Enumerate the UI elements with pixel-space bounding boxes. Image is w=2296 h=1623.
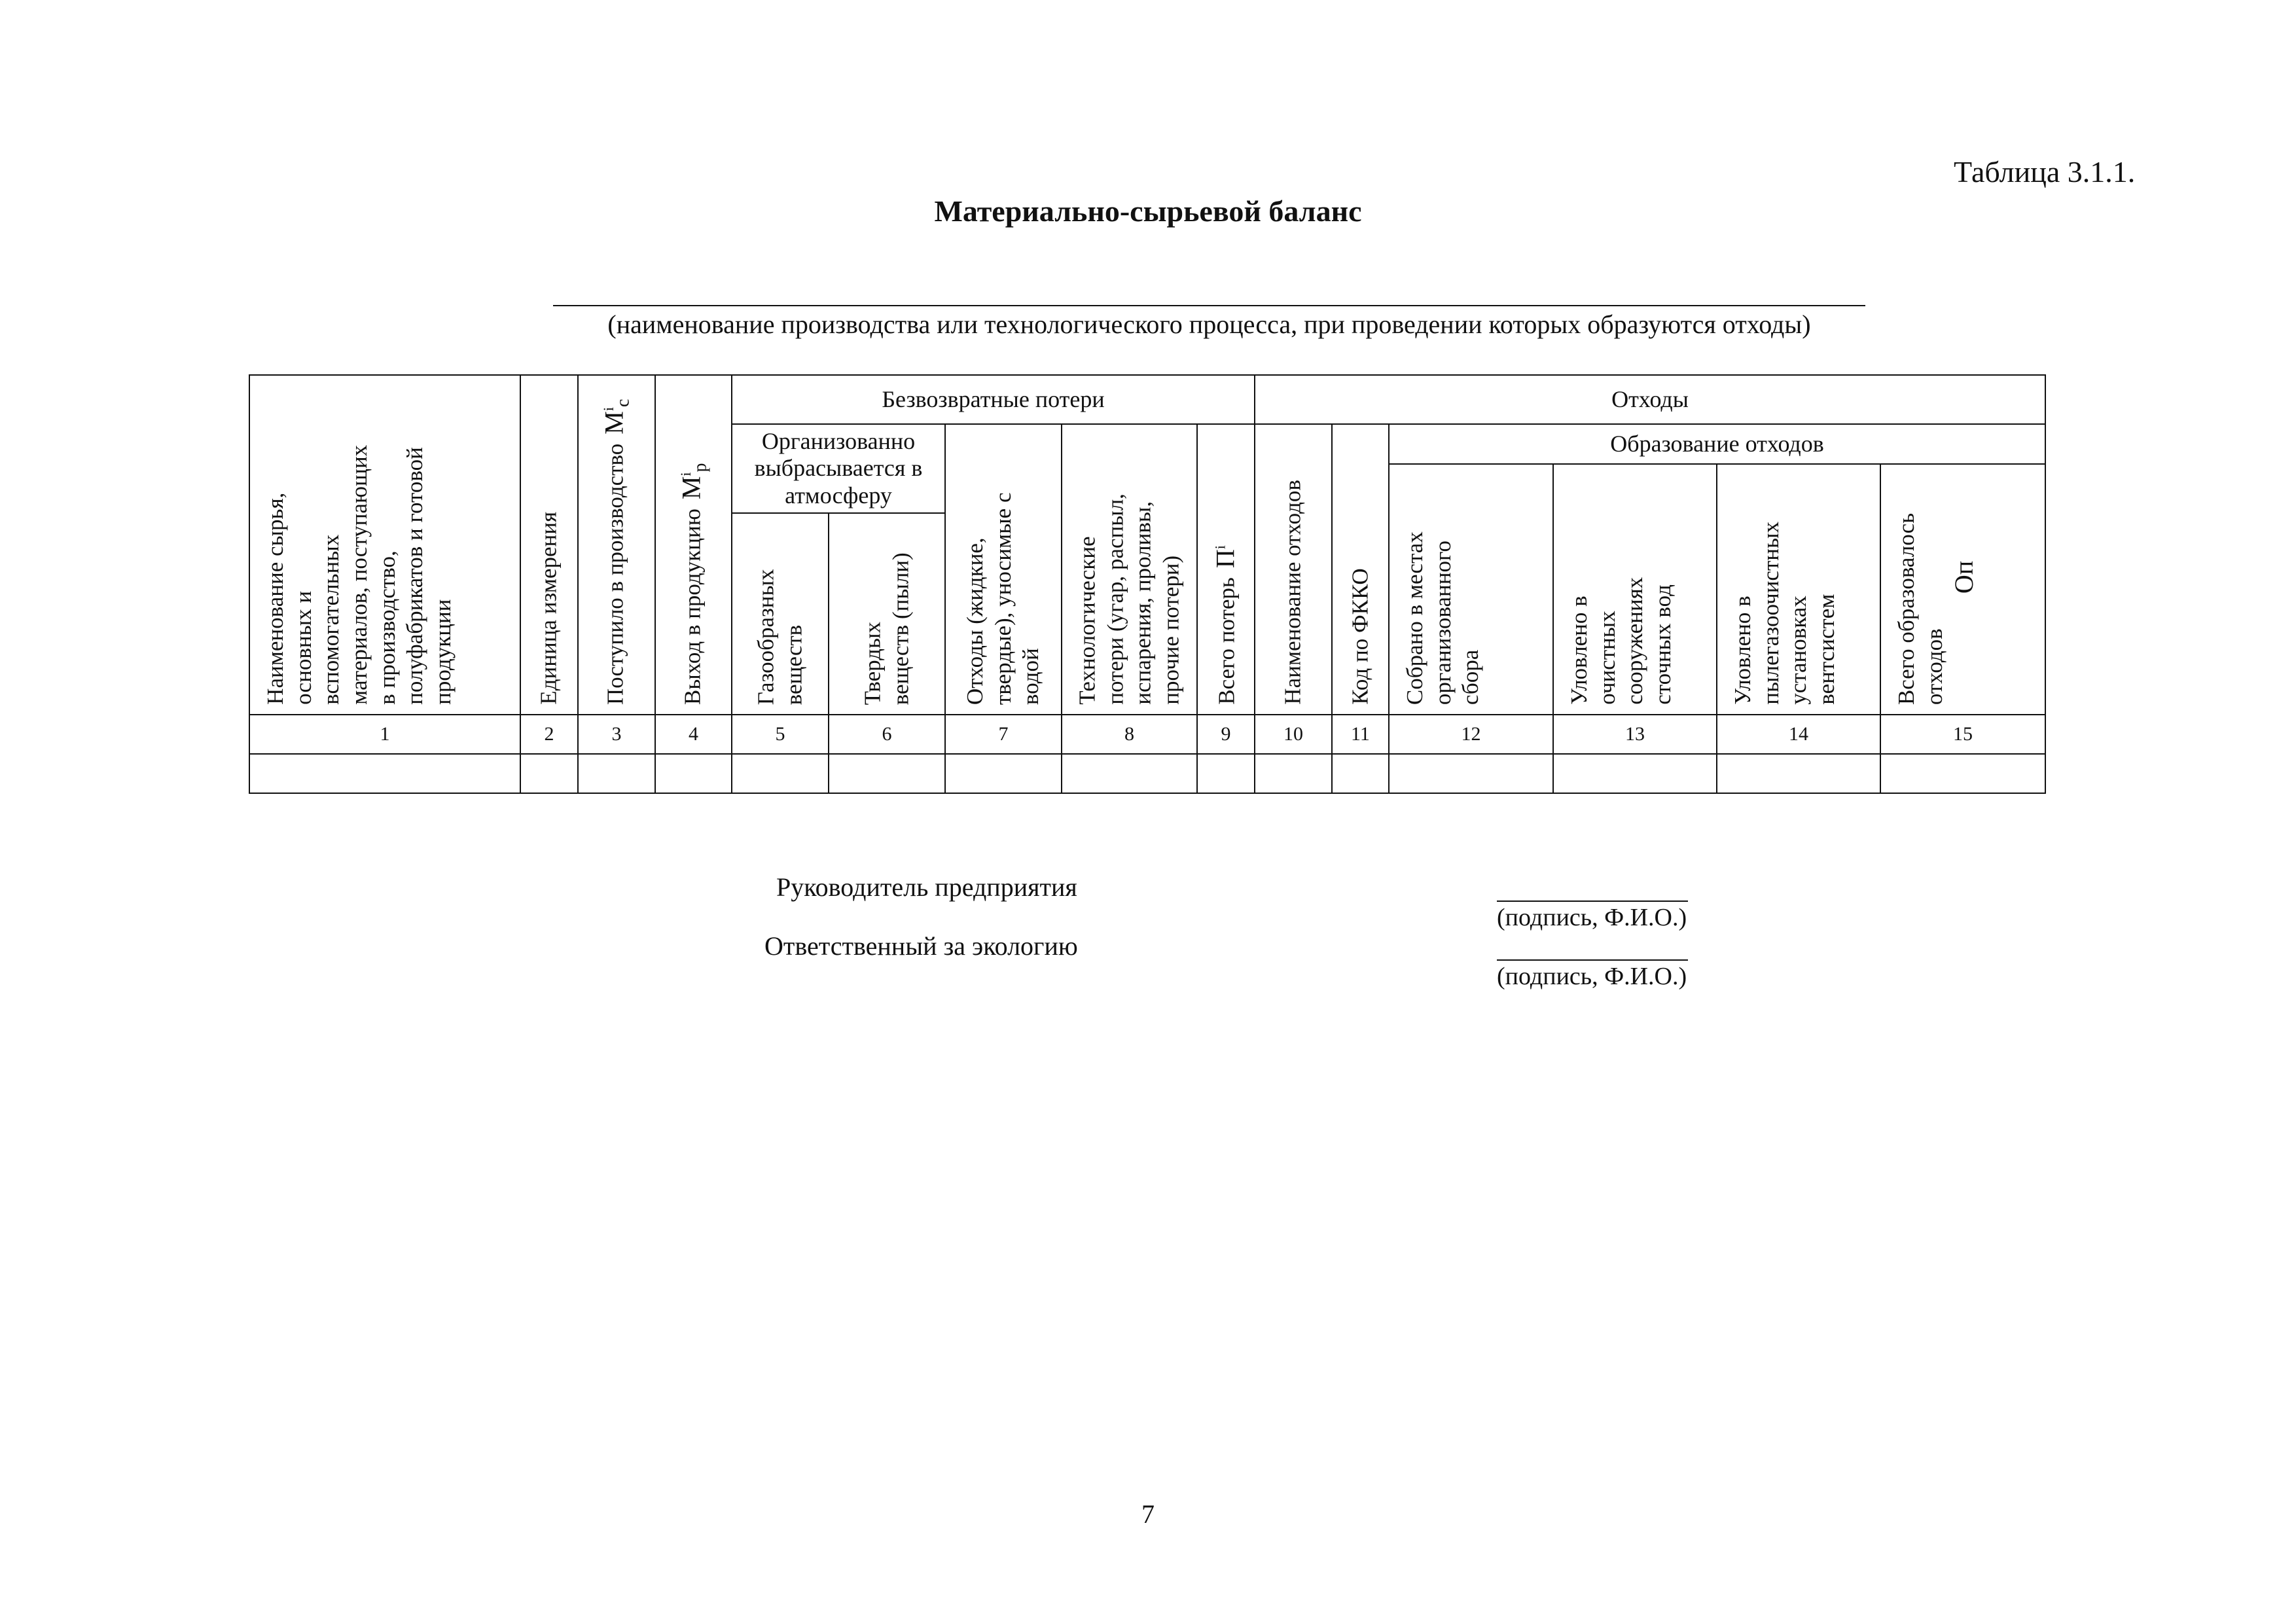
table-cell (1254, 753, 1333, 794)
col-number: 5 (731, 714, 829, 755)
header-line: организованного (1429, 540, 1456, 705)
header-line: очистных (1594, 611, 1620, 705)
table-cell (1716, 753, 1881, 794)
header-line: потери (угар, распыл, (1102, 493, 1128, 705)
header-line: Всего образовалось (1893, 512, 1919, 705)
process-name-blank-line (553, 305, 1865, 306)
manager-label: Руководитель предприятия (776, 872, 1077, 902)
symbol-p: $П^i$ (1210, 545, 1240, 569)
group-organized-emission: Организованно выбрасывается в атмосферу (731, 423, 946, 514)
header-line: веществ (пыли) (888, 552, 913, 705)
col-header-2 (520, 374, 579, 715)
header-line: продукции (430, 599, 456, 705)
manager-signature-caption: (подпись, Ф.И.О.) (1497, 904, 1687, 931)
col-number: 11 (1331, 714, 1390, 755)
group-waste: Отходы (1254, 374, 2046, 425)
col-number: 15 (1880, 714, 2046, 755)
table-number: Таблица 3.1.1. (1954, 155, 2136, 188)
header-line: сооружениях (1622, 577, 1648, 705)
header-line: сбора (1458, 649, 1484, 705)
col-number: 6 (828, 714, 946, 755)
table-cell (577, 753, 656, 794)
col-header-15 (1880, 463, 2046, 715)
header-line: вентсистем (1814, 594, 1840, 705)
table-cell (1061, 753, 1198, 794)
symbol-op: Оп (1949, 560, 1979, 594)
col-header-1 (249, 374, 521, 715)
col-header-3 (577, 374, 656, 715)
ecology-signature-line (1497, 959, 1688, 961)
header-line: Наименование отходов (1280, 480, 1306, 705)
col-header-11 (1331, 423, 1390, 715)
col-header-7 (944, 423, 1062, 715)
col-4-label: Выход в продукцию (679, 508, 705, 705)
header-line: основных и (290, 591, 316, 705)
table-cell (1388, 753, 1554, 794)
col-number: 3 (577, 714, 656, 755)
col-number: 7 (944, 714, 1062, 755)
table-cell (731, 753, 829, 794)
document-title: Материально-сырьевой баланс (934, 194, 1362, 228)
col-header-9 (1196, 423, 1255, 715)
col-number: 8 (1061, 714, 1198, 755)
col-number: 12 (1388, 714, 1554, 755)
header-line: полуфабрикатов и готовой (402, 447, 428, 705)
table-cell (828, 753, 946, 794)
symbol-mc: $M^i_c$ (599, 399, 634, 435)
header-line: веществ (781, 624, 806, 705)
col-9-label: Всего потерь (1213, 577, 1240, 705)
ecology-responsible-label: Ответственный за экологию (764, 931, 1078, 961)
header-line: Газообразных (753, 569, 779, 705)
header-line: Отходы (жидкие, (961, 537, 988, 705)
header-line: установках (1785, 596, 1812, 705)
col-number: 10 (1254, 714, 1333, 755)
header-line: Единица измерения (535, 512, 562, 705)
col-header-10 (1254, 423, 1333, 715)
process-name-caption: (наименование производства или технологического процесса, при проведении которых образуются отходы) (607, 310, 1811, 339)
header-line: пылегазоочистных (1757, 522, 1784, 705)
header-line: Уловлено в (1566, 596, 1592, 705)
table-cell (249, 753, 521, 794)
col-header-8 (1061, 423, 1198, 715)
header-line: водой (1018, 648, 1044, 705)
manager-signature-line (1497, 901, 1688, 902)
col-header-13 (1552, 463, 1717, 715)
header-line: в производство, (374, 550, 400, 705)
group-irretrievable-losses: Безвозвратные потери (731, 374, 1255, 425)
col-number: 13 (1552, 714, 1717, 755)
header-line: прочие потери) (1158, 556, 1184, 705)
header-line: сточных вод (1650, 584, 1676, 705)
header-line: твердые), уносимые с (990, 492, 1016, 705)
col-number: 2 (520, 714, 579, 755)
header-line: вспомогательных (318, 534, 344, 705)
header-line: Собрано в местах (1402, 531, 1427, 705)
table-cell (1331, 753, 1390, 794)
ecology-signature-caption: (подпись, Ф.И.О.) (1497, 963, 1687, 990)
header-line: отходов (1921, 628, 1947, 705)
table-cell (655, 753, 732, 794)
header-line: Твердых (859, 621, 886, 705)
col-header-4 (655, 374, 732, 715)
symbol-mp: $M^i_p$ (675, 463, 710, 499)
col-number: 4 (655, 714, 732, 755)
header-line: Технологические (1074, 536, 1100, 705)
col-header-14 (1716, 463, 1881, 715)
group-waste-formation: Образование отходов (1388, 423, 2046, 465)
col-3-label: Поступило в производство (602, 443, 628, 705)
table-cell (1196, 753, 1255, 794)
header-line: Код по ФККО (1347, 568, 1373, 705)
col-header-12 (1388, 463, 1554, 715)
col-header-6 (828, 512, 946, 715)
col-number: 14 (1716, 714, 1881, 755)
header-line: Уловлено в (1730, 596, 1755, 705)
page-number: 7 (1141, 1499, 1155, 1529)
header-line: Наименование сырья, (262, 492, 288, 705)
col-header-5 (731, 512, 829, 715)
header-line: испарения, проливы, (1130, 501, 1156, 705)
header-line: материалов, поступающих (346, 445, 372, 705)
table-cell (1552, 753, 1717, 794)
col-number: 1 (249, 714, 521, 755)
table-cell (944, 753, 1062, 794)
table-cell (520, 753, 579, 794)
table-cell (1880, 753, 2046, 794)
col-number: 9 (1196, 714, 1255, 755)
